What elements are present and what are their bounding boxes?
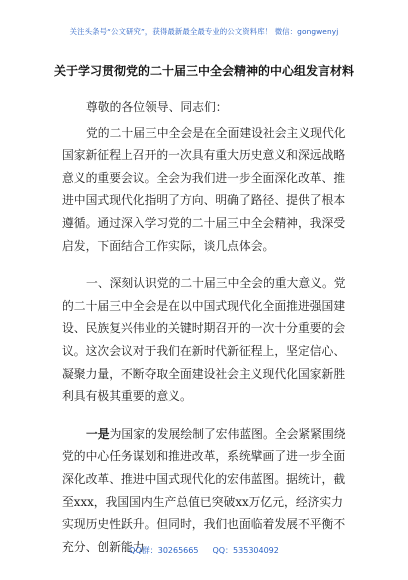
paragraph-text: 党的二十届三中全会是在全面建设社会主义现代化国家新征程上召开的一次具有重大历史意义和深远战略意义的重要会议。全会为我们进一步全面深化改革、推进中国式现代化指明了方向、明确了路径、提供了根本遵循。通过深入学习党的二十届三中全会精神，我深受启发，下面结合工作实际，谈几点体会。 <box>62 125 346 253</box>
paragraph <box>62 423 354 559</box>
paragraph-bold-lead: 一是 <box>86 426 110 441</box>
footer-qq-group: QQ群：30265665 <box>129 546 199 555</box>
header-note: 关注头条号“公文研究”，获得最新最全最专业的公文资料库！ 微信：gongwenyj <box>69 27 339 36</box>
paragraph-text: 一、深刻认识党的二十届三中全会的重大意义。党的二十届三中全会是在以中国式现代化全面推进强国建设、民族复兴伟业的关键时期召开的一次十分重要的会议。这次会议对于我们在新时代新征程上，坚定信心、凝聚力量，不断夺取全面建设社会主义现代化国家新胜利具有极其重要的意义。 <box>62 276 346 404</box>
footer <box>0 545 408 556</box>
paragraph <box>62 272 354 408</box>
footer-qq: QQ：535304092 <box>212 546 279 555</box>
paragraph-text: 为国家的发展绘制了宏伟蓝图。全会紧紧围绕党的中心任务谋划和推进改革，系统擘画了进一步全面深化改革、推进中国式现代化的宏伟蓝图。据统计，截至xxx，我国国内生产总值已突破xx万亿元，经济实力实现历史性跃升。但同时，我们也面临着发展不平衡不充分、创新能力 <box>62 426 346 554</box>
document-body <box>62 96 354 573</box>
paragraph <box>62 122 354 258</box>
document-title: 关于学习贯彻党的二十届三中全会精神的中心组发言材料 <box>53 64 354 78</box>
greeting: 尊敬的各位领导、同志们： <box>86 100 228 114</box>
